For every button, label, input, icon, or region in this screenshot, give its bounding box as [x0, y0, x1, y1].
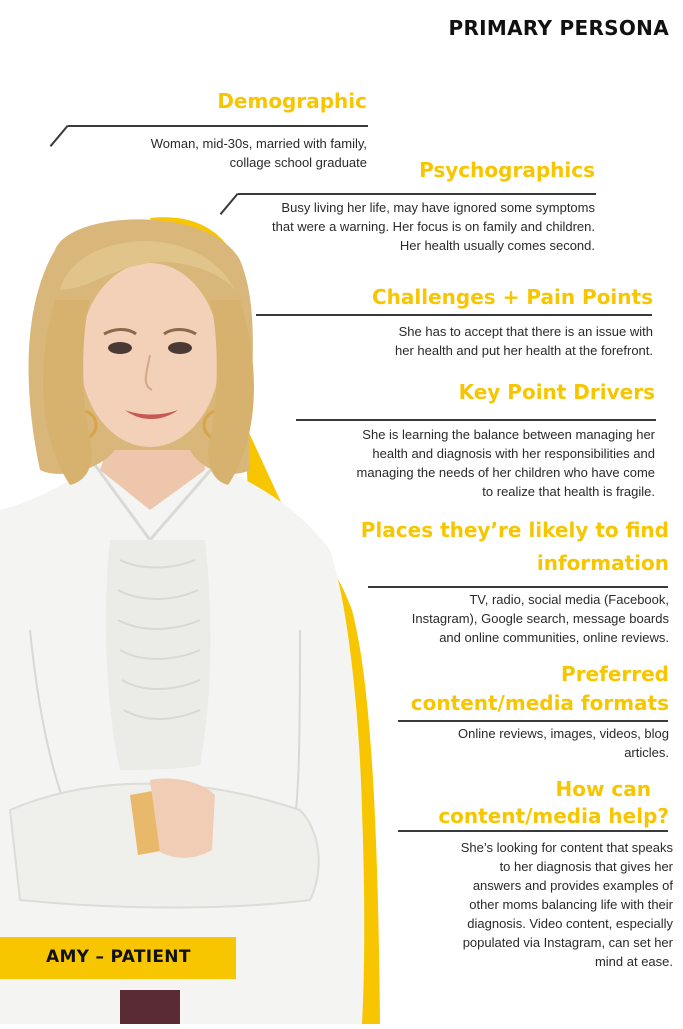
section-text-psychographics: Busy living her life, may have ignored some symptoms that were a warning. Her focus is on family and children. Her health usually comes second.: [272, 200, 595, 253]
section-text-challenges: She has to accept that there is an issue with her health and put her health at the forefront.: [394, 324, 653, 358]
section-text-help: She’s looking for content that speaks to her diagnosis that gives her answers and provides examples of other moms balancing life with their diagnosis. Video content, especially populated via Instagram, can set her mind at ease.: [460, 840, 673, 969]
section-heading-places: Places they’re likely to find information: [360, 518, 669, 575]
persona-name: AMY – PATIENT: [46, 947, 191, 967]
section-heading-drivers: Key Point Drivers: [458, 380, 655, 404]
divider-slash-demographic: [50, 125, 69, 147]
persona-name-tag: [0, 937, 236, 979]
divider-places: [368, 586, 668, 588]
section-heading-help: How can content/media help?: [438, 777, 669, 828]
divider-drivers: [296, 419, 656, 421]
persona-photo: [0, 210, 390, 1024]
section-heading-formats: Preferred content/media formats: [410, 662, 669, 715]
section-text-drivers: She is learning the balance between managing her health and diagnosis with her responsibilities and managing the needs of her children who have come to realize that health is fragile.: [356, 427, 655, 499]
section-heading-challenges: Challenges + Pain Points: [371, 285, 653, 309]
divider-challenges: [256, 314, 652, 316]
divider-demographic: [68, 125, 368, 127]
divider-psychographics: [238, 193, 596, 195]
section-text-demographic: Woman, mid-30s, married with family, collage school graduate: [150, 136, 367, 170]
section-heading-demographic: Demographic: [217, 89, 367, 113]
section-text-formats: Online reviews, images, videos, blog articles.: [458, 726, 669, 760]
page-title: PRIMARY PERSONA: [448, 16, 669, 40]
section-heading-psychographics: Psychographics: [419, 158, 595, 182]
section-text-places: TV, radio, social media (Facebook, Instagram), Google search, message boards and online communities, online reviews.: [411, 592, 669, 645]
divider-formats: [398, 720, 668, 722]
divider-help: [398, 830, 668, 832]
